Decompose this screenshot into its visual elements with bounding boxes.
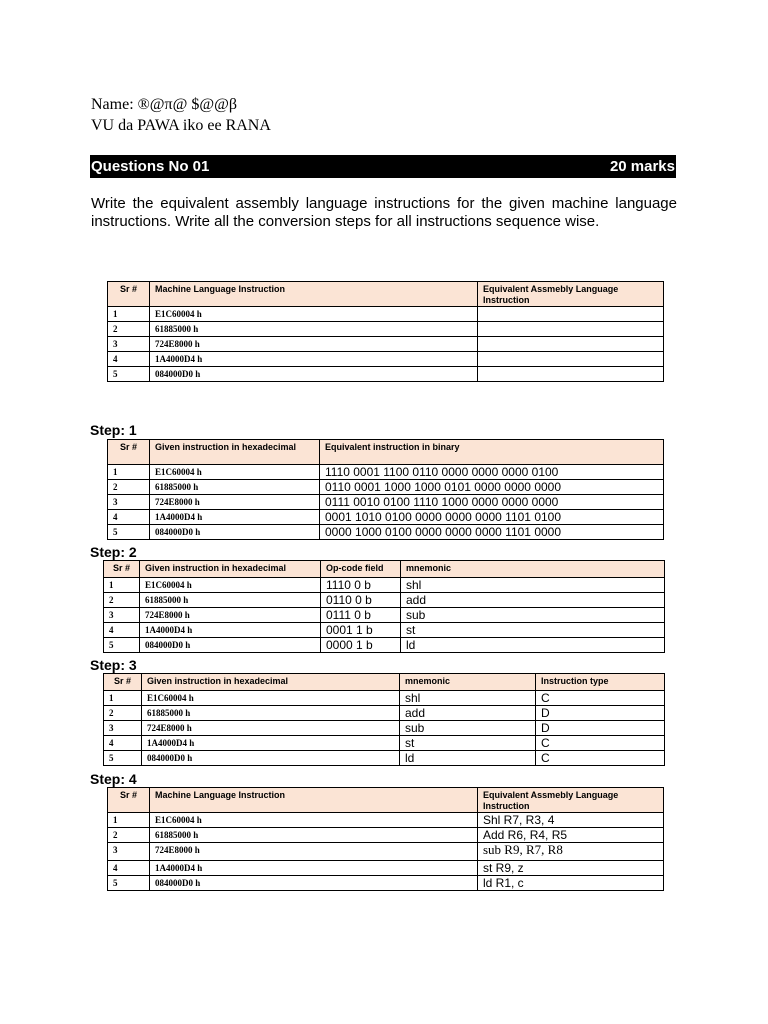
type-cell: C [536,691,665,706]
sr-cell: 3 [108,843,150,861]
step-2-label: Step: 2 [90,544,137,560]
question-title: Questions No 01 [91,158,210,175]
column-header-sr: Sr # [108,282,150,307]
table-row [104,578,665,593]
column-header-mnemonic: mnemonic [401,561,665,578]
binary-cell: 0000 1000 0100 0000 0000 0000 1101 0000 [320,525,664,540]
table-row [108,861,664,876]
assembly-cell: Add R6, R4, R5 [478,828,664,843]
hex-cell: E1C60004 h [150,465,320,480]
table-row [108,510,664,525]
mnemonic-cell: st [401,623,665,638]
hex-cell: 724E8000 h [150,495,320,510]
machine-cell: 1A4000D4 h [150,352,478,367]
binary-cell: 0001 1010 0100 0000 0000 0000 1101 0100 [320,510,664,525]
table-row [108,525,664,540]
sr-cell: 1 [108,465,150,480]
machine-cell: E1C60004 h [150,307,478,322]
hex-cell: 1A4000D4 h [150,510,320,525]
machine-cell: 61885000 h [150,322,478,337]
binary-cell: 0110 0001 1000 1000 0101 0000 0000 0000 [320,480,664,495]
mnemonic-cell: st [400,736,536,751]
hex-cell: 084000D0 h [150,525,320,540]
step-3-label: Step: 3 [90,657,137,673]
mnemonic-cell: ld [401,638,665,653]
machine-cell: 724E8000 h [150,337,478,352]
hex-cell: 61885000 h [142,706,400,721]
machine-cell: 084000D0 h [150,367,478,382]
table-row [104,623,665,638]
sr-cell: 3 [108,337,150,352]
sr-cell: 1 [104,691,142,706]
opcode-cell: 0000 1 b [321,638,401,653]
column-header-mnemonic: mnemonic [400,674,536,691]
mnemonic-cell: add [401,593,665,608]
sr-cell: 3 [104,721,142,736]
type-cell: D [536,706,665,721]
table-row [108,828,664,843]
hex-cell: E1C60004 h [142,691,400,706]
column-header-sr: Sr # [104,674,142,691]
sr-cell: 1 [108,813,150,828]
sr-cell: 5 [104,751,142,766]
hex-cell: 084000D0 h [142,751,400,766]
sr-cell: 5 [108,525,150,540]
opcode-cell: 0110 0 b [321,593,401,608]
mnemonic-cell: sub [400,721,536,736]
sr-cell: 5 [108,367,150,382]
hex-cell: 724E8000 h [140,608,321,623]
step-4-label: Step: 4 [90,771,137,787]
table-row [108,307,664,322]
machine-cell: 61885000 h [150,828,478,843]
sr-cell: 2 [108,480,150,495]
mnemonic-cell: shl [401,578,665,593]
sr-cell: 2 [108,828,150,843]
column-header-sr: Sr # [104,561,140,578]
table-row [108,480,664,495]
column-header-sr: Sr # [108,788,150,813]
opcode-cell: 0001 1 b [321,623,401,638]
sr-cell: 2 [104,706,142,721]
sr-cell: 4 [108,510,150,525]
table-row [104,608,665,623]
column-header-type: Instruction type [536,674,665,691]
sr-cell: 2 [104,593,140,608]
type-cell: C [536,751,665,766]
step-1-table [107,439,664,540]
mnemonic-cell: sub [401,608,665,623]
hex-cell: 1A4000D4 h [140,623,321,638]
student-name: Name: ®@π@ $@@β [91,96,237,113]
hex-cell: E1C60004 h [140,578,321,593]
binary-cell: 1110 0001 1100 0110 0000 0000 0000 0100 [320,465,664,480]
step-3-table [103,673,665,766]
sr-cell: 4 [104,736,142,751]
machine-cell: 724E8000 h [150,843,478,861]
table-row [108,367,664,382]
column-header-machine: Machine Language Instruction [150,788,478,813]
question-intro: Write the equivalent assembly language instructions for the given machine language instructions. Write all the conversion steps for all instructions sequence wise. [91,195,677,230]
column-header-hex: Given instruction in hexadecimal [150,440,320,465]
sr-cell: 4 [104,623,140,638]
sr-cell: 2 [108,322,150,337]
table-row [108,465,664,480]
table-row [108,843,664,861]
column-header-opcode: Op-code field [321,561,401,578]
sr-cell: 3 [104,608,140,623]
student-id: VU da PAWA iko ee RANA [91,117,271,134]
mnemonic-cell: ld [400,751,536,766]
assembly-cell: sub R9, R7, R8 [478,843,664,861]
mnemonic-cell: shl [400,691,536,706]
question-marks: 20 marks [609,158,675,175]
hex-cell: 724E8000 h [142,721,400,736]
table-row [108,495,664,510]
table-row [104,721,665,736]
hex-cell: 61885000 h [150,480,320,495]
opcode-cell: 1110 0 b [321,578,401,593]
column-header-binary: Equivalent instruction in binary [320,440,664,465]
step-2-table [103,560,665,653]
sr-cell: 4 [108,861,150,876]
column-header-machine: Machine Language Instruction [150,282,478,307]
table-row [108,337,664,352]
hex-cell: 084000D0 h [140,638,321,653]
assembly-cell [478,352,664,367]
assembly-cell [478,367,664,382]
sr-cell: 5 [108,876,150,891]
assembly-cell: st R9, z [478,861,664,876]
type-cell: C [536,736,665,751]
sr-cell: 1 [108,307,150,322]
hex-cell: 61885000 h [140,593,321,608]
machine-cell: 1A4000D4 h [150,861,478,876]
column-header-hex: Given instruction in hexadecimal [142,674,400,691]
binary-cell: 0111 0010 0100 1110 1000 0000 0000 0000 [320,495,664,510]
column-header-sr: Sr # [108,440,150,465]
table-row [104,736,665,751]
table-row [104,751,665,766]
assembly-cell: Shl R7, R3, 4 [478,813,664,828]
table-row [104,706,665,721]
mnemonic-cell: add [400,706,536,721]
sr-cell: 5 [104,638,140,653]
step-1-label: Step: 1 [90,422,137,438]
machine-cell: E1C60004 h [150,813,478,828]
step-4-table [107,787,664,891]
assembly-cell [478,337,664,352]
type-cell: D [536,721,665,736]
table-row [104,593,665,608]
assembly-cell: ld R1, c [478,876,664,891]
opcode-cell: 0111 0 b [321,608,401,623]
table-row [104,691,665,706]
assembly-cell [478,322,664,337]
hex-cell: 1A4000D4 h [142,736,400,751]
column-header-hex: Given instruction in hexadecimal [140,561,321,578]
table-row [104,638,665,653]
column-header-assembly: Equivalent Assmebly Language Instruction [478,282,664,307]
sr-cell: 1 [104,578,140,593]
table-row [108,352,664,367]
question-table [107,281,664,382]
table-row [108,876,664,891]
sr-cell: 4 [108,352,150,367]
table-row [108,322,664,337]
column-header-assembly: Equivalent Assmebly Language Instruction [478,788,664,813]
question-bar [90,155,676,178]
table-row [108,813,664,828]
sr-cell: 3 [108,495,150,510]
machine-cell: 084000D0 h [150,876,478,891]
assembly-cell [478,307,664,322]
